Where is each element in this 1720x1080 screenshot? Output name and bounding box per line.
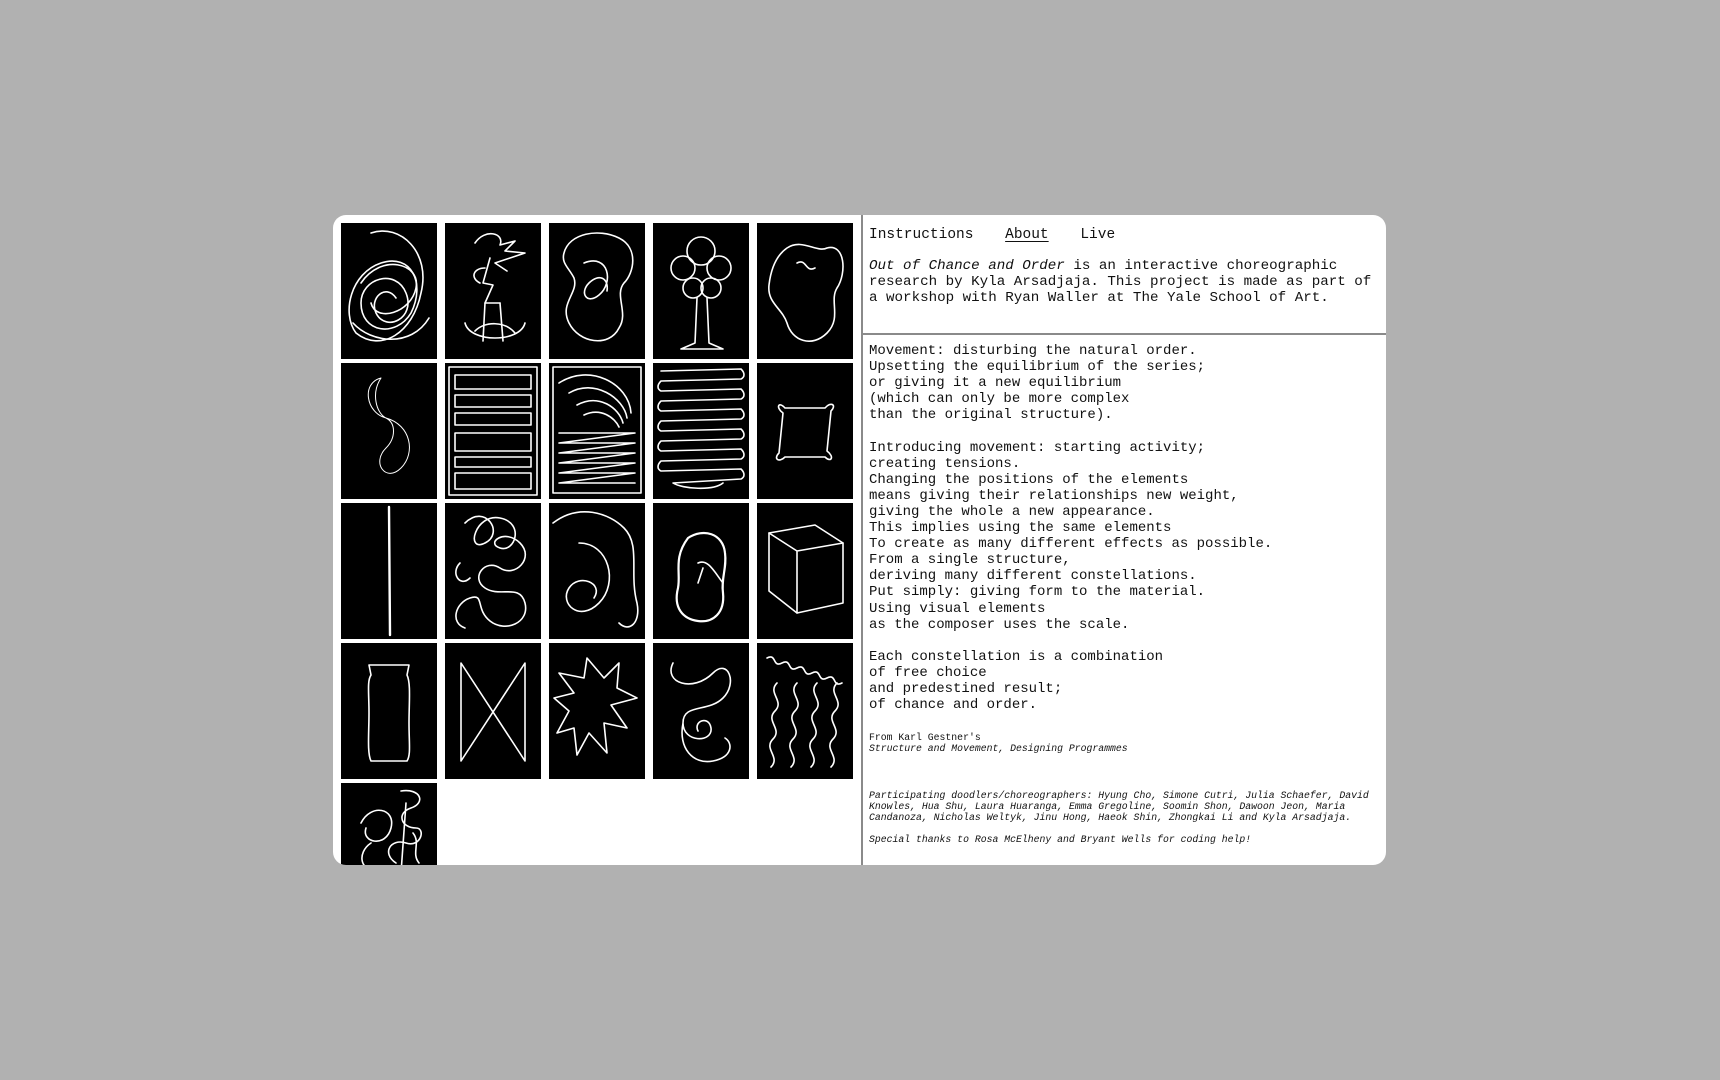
- poem-line: of free choice: [869, 664, 987, 681]
- doodle-tile[interactable]: [757, 643, 853, 779]
- square-loops-doodle: [757, 363, 853, 499]
- participants-credits: Participating doodlers/choreographers: Hyung Cho, Simone Cutri, Julia Schaefer, David Knowles, Hua Shu, Laura Huaranga, Emma Gregoline, Soomin Shon, Dawoon Jeon, Maria Candanoza, Nicholas Weltyk, Jinu Hong, Haeok Shin, Zhongkai Li and Kyla Arsadjaja.: [869, 790, 1369, 824]
- doodle-tile[interactable]: [445, 503, 541, 639]
- poem-line: From a single structure,: [869, 552, 1071, 569]
- poem-line: or giving it a new equilibrium: [869, 375, 1122, 392]
- poem-line: Changing the positions of the elements: [869, 471, 1189, 488]
- spiral-curl-doodle: [653, 643, 749, 779]
- doodle-tile[interactable]: [549, 503, 645, 639]
- textured-blob-doodle: [653, 503, 749, 639]
- intro-paragraph: [869, 258, 1379, 307]
- stacked-rectangles-doodle: [445, 363, 541, 499]
- poem-line: Movement: disturbing the natural order.: [869, 343, 1197, 359]
- doodle-tile[interactable]: [549, 363, 645, 499]
- poem-line: and predestined result;: [869, 680, 1063, 697]
- doodle-tile[interactable]: [653, 643, 749, 779]
- doodle-tile[interactable]: [757, 503, 853, 639]
- poem-stanza: [869, 343, 1379, 423]
- doodle-tile[interactable]: [341, 643, 437, 779]
- jagged-star-doodle: [549, 643, 645, 779]
- poem-line: means giving their relationships new weight,: [869, 487, 1239, 504]
- intro-text: is an interactive choreographic research by Kyla Arsadjaja. This project is made as part of a workshop with Ryan Waller at The Yale School of Art.: [869, 258, 1372, 307]
- zigzag-lines-doodle: [653, 363, 749, 499]
- section-divider: [863, 333, 1386, 335]
- poem-text: [869, 343, 1379, 729]
- project-title: Out of Chance and Order: [869, 258, 1065, 274]
- bowtie-doodle: [445, 643, 541, 779]
- doodle-gallery[interactable]: [333, 215, 861, 865]
- poem-line: of chance and order.: [869, 697, 1038, 714]
- doodle-tile[interactable]: [341, 223, 437, 359]
- doodle-tile[interactable]: [341, 363, 437, 499]
- doodle-tile[interactable]: [445, 643, 541, 779]
- doodle-tile[interactable]: [341, 783, 437, 865]
- source-from: From Karl Gestner's: [869, 732, 981, 743]
- arcs-zigzag-doodle: [549, 363, 645, 499]
- poem-line: than the original structure).: [869, 407, 1113, 424]
- wavy-lines-doodle: [757, 643, 853, 779]
- scribble-spiral-doodle: [341, 223, 437, 359]
- app-window: [333, 215, 1386, 865]
- poem-line: Introducing movement: starting activity;: [869, 439, 1206, 456]
- poem-line: Put simply: giving form to the material.: [869, 584, 1206, 601]
- figure-eight-doodle: [341, 363, 437, 499]
- doodle-tile[interactable]: [757, 363, 853, 499]
- poem-line: Upsetting the equilibrium of the series;: [869, 359, 1206, 376]
- source-citation: [869, 732, 1128, 754]
- poem-stanza: [869, 649, 1379, 713]
- tab-about[interactable]: About: [1005, 227, 1049, 243]
- doodle-tile[interactable]: [757, 223, 853, 359]
- doodle-tile[interactable]: [653, 503, 749, 639]
- poem-line: creating tensions.: [869, 455, 1021, 472]
- vertical-line-doodle: [341, 503, 437, 639]
- doodle-tile[interactable]: [445, 363, 541, 499]
- blob-outline-doodle: [757, 223, 853, 359]
- blob-loop-doodle: [549, 223, 645, 359]
- tab-instructions[interactable]: Instructions: [869, 227, 974, 243]
- poem-stanza: [869, 440, 1379, 633]
- doodle-tile[interactable]: [549, 643, 645, 779]
- figure-scribble-doodle: [445, 223, 541, 359]
- poem-line: Each constellation is a combination: [869, 648, 1164, 665]
- poem-line: as the composer uses the scale.: [869, 616, 1130, 633]
- poem-line: (which can only be more complex: [869, 391, 1130, 408]
- tab-live[interactable]: Live: [1080, 227, 1116, 243]
- tangle-doodle: [341, 783, 437, 865]
- poem-line: Using visual elements: [869, 600, 1046, 617]
- poem-line: To create as many different effects as possible.: [869, 536, 1273, 553]
- doodle-tile[interactable]: [341, 503, 437, 639]
- poem-line: This implies using the same elements: [869, 520, 1172, 537]
- special-thanks: Special thanks to Rosa McElheny and Bryant Wells for coding help!: [869, 834, 1252, 845]
- cube-doodle: [757, 503, 853, 639]
- doodle-tile[interactable]: [445, 223, 541, 359]
- nav-bar: [869, 227, 1138, 243]
- curly-loops-doodle: [445, 503, 541, 639]
- poem-line: deriving many different constellations.: [869, 568, 1197, 585]
- poem-line: giving the whole a new appearance.: [869, 503, 1155, 520]
- source-book: Structure and Movement, Designing Programmes: [869, 743, 1128, 755]
- doodle-tile[interactable]: [653, 223, 749, 359]
- jar-outline-doodle: [341, 643, 437, 779]
- doodle-tile[interactable]: [549, 223, 645, 359]
- doodle-tile[interactable]: [653, 363, 749, 499]
- meander-loop-doodle: [549, 503, 645, 639]
- tree-doodle: [653, 223, 749, 359]
- about-panel: [863, 215, 1386, 865]
